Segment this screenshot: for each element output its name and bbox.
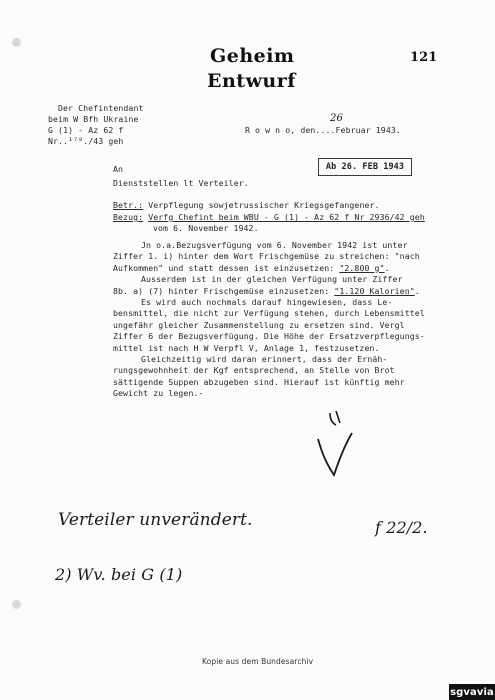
- sender-line-1: Der Chefintendant: [58, 103, 144, 113]
- signature-mark: [300, 405, 380, 485]
- watermark-badge: sgvavia: [449, 684, 495, 700]
- body-line: bensmittel, die nicht zur Verfügung stehen, durch Lebensmittel: [113, 308, 425, 319]
- body-line: Ausserdem ist in der gleichen Verfügung unter Ziffer: [141, 274, 403, 285]
- body-line: ungefähr gleicher Zusammenstellung zu ersetzen sind. Vergl: [113, 319, 405, 330]
- handwritten-initial: f 22/2.: [375, 518, 428, 537]
- title-entwurf: Entwurf: [207, 70, 296, 92]
- place-date: R o w n o, den....Februar 1943.: [245, 125, 401, 135]
- archive-footer: Kopie aus dem Bundesarchiv: [202, 657, 314, 666]
- date-handwritten: 26: [330, 113, 343, 124]
- body-line: mittel ist nach H W Verpfl V, Anlage 1, festzusetzen.: [113, 342, 380, 353]
- reference-line-2: vom 6. November 1942.: [153, 223, 259, 233]
- body-line: Gewicht zu legen.-: [113, 388, 204, 399]
- page-number: 121: [410, 50, 438, 65]
- reference-line: [113, 212, 425, 222]
- body-line: Gleichzeitig wird daran erinnert, dass der Ernäh-: [141, 354, 388, 364]
- reference-label: Bezug:: [113, 212, 144, 222]
- sender-line-2: beim W Bfh Ukraine: [48, 114, 139, 124]
- recipient-line-1: An: [113, 164, 124, 174]
- body-line: Jn o.a.Bezugsverfügung vom 6. November 1942 ist unter: [141, 240, 408, 250]
- underlined-value: "1.120 Kalorien": [334, 285, 415, 296]
- punch-hole-top: [12, 38, 21, 47]
- body-line: Ziffer 6 der Bezugsverfügung. Die Höhe der Ersatzverpflegungs-: [113, 331, 425, 342]
- punch-hole-bottom: [12, 600, 21, 609]
- sender-line-4: Nr..¹⁷⁸./43 geh: [48, 136, 124, 146]
- handwritten-note-resubmission: 2) Wv. bei G (1): [55, 565, 183, 584]
- body-line: rungsgewohnheit der Kgf entsprechend, an Stelle von Brot: [113, 365, 395, 376]
- subject-label: Betr.:: [113, 200, 144, 210]
- underlined-value: "2.800 g": [339, 262, 385, 273]
- received-stamp: Ab 26. FEB 1943: [318, 158, 412, 176]
- recipient-line-2: Dienststellen lt Verteiler.: [113, 178, 249, 188]
- body-line: Aufkommen" und statt dessen ist einzusetzen: "2.800 g".: [113, 262, 390, 273]
- title-geheim: Geheim: [210, 45, 295, 67]
- handwritten-note-distribution: Verteiler unverändert.: [58, 510, 253, 530]
- body-line: sättigende Suppen abzugeben sind. Hierauf ist künftig mehr: [113, 376, 405, 387]
- body-line: Es wird auch nochmals darauf hingewiesen, dass Le-: [141, 297, 393, 307]
- subject-text: Verpflegung sowjetrussischer Kriegsgefangener.: [148, 200, 380, 210]
- subject-line: [113, 200, 380, 210]
- body-line: Ziffer 1. i) hinter dem Wort Frischgemüse zu streichen: "nach: [113, 251, 420, 262]
- body-line: 8b. a) (7) hinter Frischgemüse einzusetzen: "1.120 Kalorien".: [113, 285, 420, 296]
- reference-text: Verfg Chefint beim WBU - G (1) - Az 62 f Nr 2936/42 geh: [148, 212, 425, 222]
- sender-line-3: G (1) - Az 62 f: [48, 125, 124, 135]
